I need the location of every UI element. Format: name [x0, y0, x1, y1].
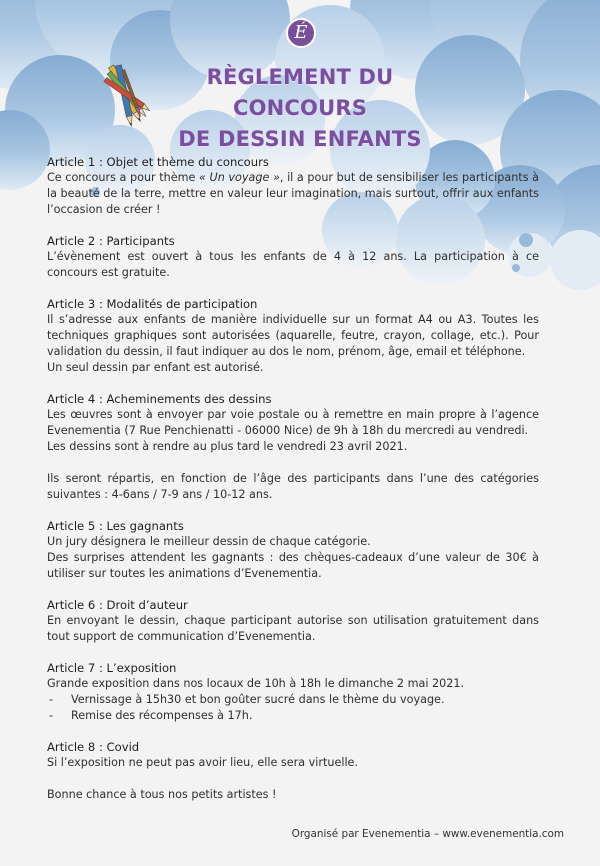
- article-paragraph: Les œuvres sont à envoyer par voie postale ou à remettre en main propre à l’agence Evenementia (7 Rue Penchienatti - 06000 Nice) de 9h à 18h du mercredi au vendredi.: [47, 408, 539, 437]
- article-2: [47, 233, 539, 281]
- article-heading: Article 3 : Modalités de participation: [47, 297, 258, 311]
- article-heading: Article 8 : Covid: [47, 740, 140, 754]
- list-item: - Vernissage à 15h30 et bon goûter sucré dans le thème du voyage.: [47, 692, 539, 708]
- article-paragraph: Les dessins sont à rendre au plus tard le vendredi 23 avril 2021.: [47, 440, 408, 453]
- article-heading: Article 4 : Acheminements des dessins: [47, 392, 272, 406]
- article-8: [47, 739, 539, 771]
- article-heading: Article 7 : L’exposition: [47, 661, 177, 675]
- article-heading: Article 2 : Participants: [47, 234, 175, 248]
- article-paragraph: En envoyant le dessin, chaque participant autorise son utilisation gratuitement dans tout support de communication d’Evenementia.: [47, 614, 539, 643]
- list-item: - Remise des récompenses à 17h.: [47, 708, 539, 724]
- article-4: [47, 391, 539, 503]
- article-3: [47, 296, 539, 376]
- article-5: [47, 518, 539, 582]
- article-paragraph: Ils seront répartis, en fonction de l’âge des participants dans l’une des catégories suivantes : 4-6ans / 7-9 ans / 10-12 ans.: [47, 472, 539, 501]
- article-paragraph: Un jury désignera le meilleur dessin de chaque catégorie.: [47, 535, 371, 548]
- article-paragraph: Ce concours a pour thème « Un voyage », il a pour but de sensibiliser les participants à la beauté de la terre, mettre en valeur leur imagination, mais surtout, offrir aux enfants l’occasion de créer !: [47, 171, 539, 216]
- title-line-1: RÈGLEMENT DU CONCOURS: [206, 65, 394, 120]
- article-paragraph: Il s’adresse aux enfants de manière individuelle sur un format A4 ou A3. Toutes les techniques graphiques sont autorisées (aquarelle, feutre, crayon, collage, etc.). Pour validation du dessin, il faut indiquer au dos le nom, prénom, âge, email et téléphone.: [47, 313, 539, 358]
- article-7: [47, 660, 539, 724]
- article-paragraph: Si l’exposition ne peut pas avoir lieu, elle sera virtuelle.: [47, 756, 358, 769]
- article-paragraph: Grande exposition dans nos locaux de 10h à 18h le dimanche 2 mai 2021.: [47, 677, 465, 690]
- article-paragraph: Des surprises attendent les gagnants : des chèques-cadeaux d’une valeur de 30€ à utiliser sur toutes les animations d’Evenementia.: [47, 551, 539, 580]
- rules-content: [47, 154, 539, 814]
- article-paragraph: L’évènement est ouvert à tous les enfants de 4 à 12 ans. La participation à ce concours est gratuite.: [47, 250, 539, 279]
- article-heading: Article 1 : Objet et thème du concours: [47, 155, 269, 169]
- footer-credit: Organisé par Evenementia – www.evenementia.com: [291, 828, 564, 840]
- brand-logo: É: [286, 18, 316, 48]
- article-heading: Article 5 : Les gagnants: [47, 519, 184, 533]
- article-1: [47, 154, 539, 218]
- article-paragraph: Un seul dessin par enfant est autorisé.: [47, 361, 264, 374]
- article-6: [47, 597, 539, 645]
- article-heading: Article 6 : Droit d’auteur: [47, 598, 188, 612]
- bullet-list: [47, 692, 539, 724]
- theme-text: « Un voyage »: [199, 171, 280, 184]
- page-title: [140, 62, 460, 155]
- title-line-2: DE DESSIN ENFANTS: [178, 127, 422, 151]
- closing-text: Bonne chance à tous nos petits artistes !: [47, 788, 277, 801]
